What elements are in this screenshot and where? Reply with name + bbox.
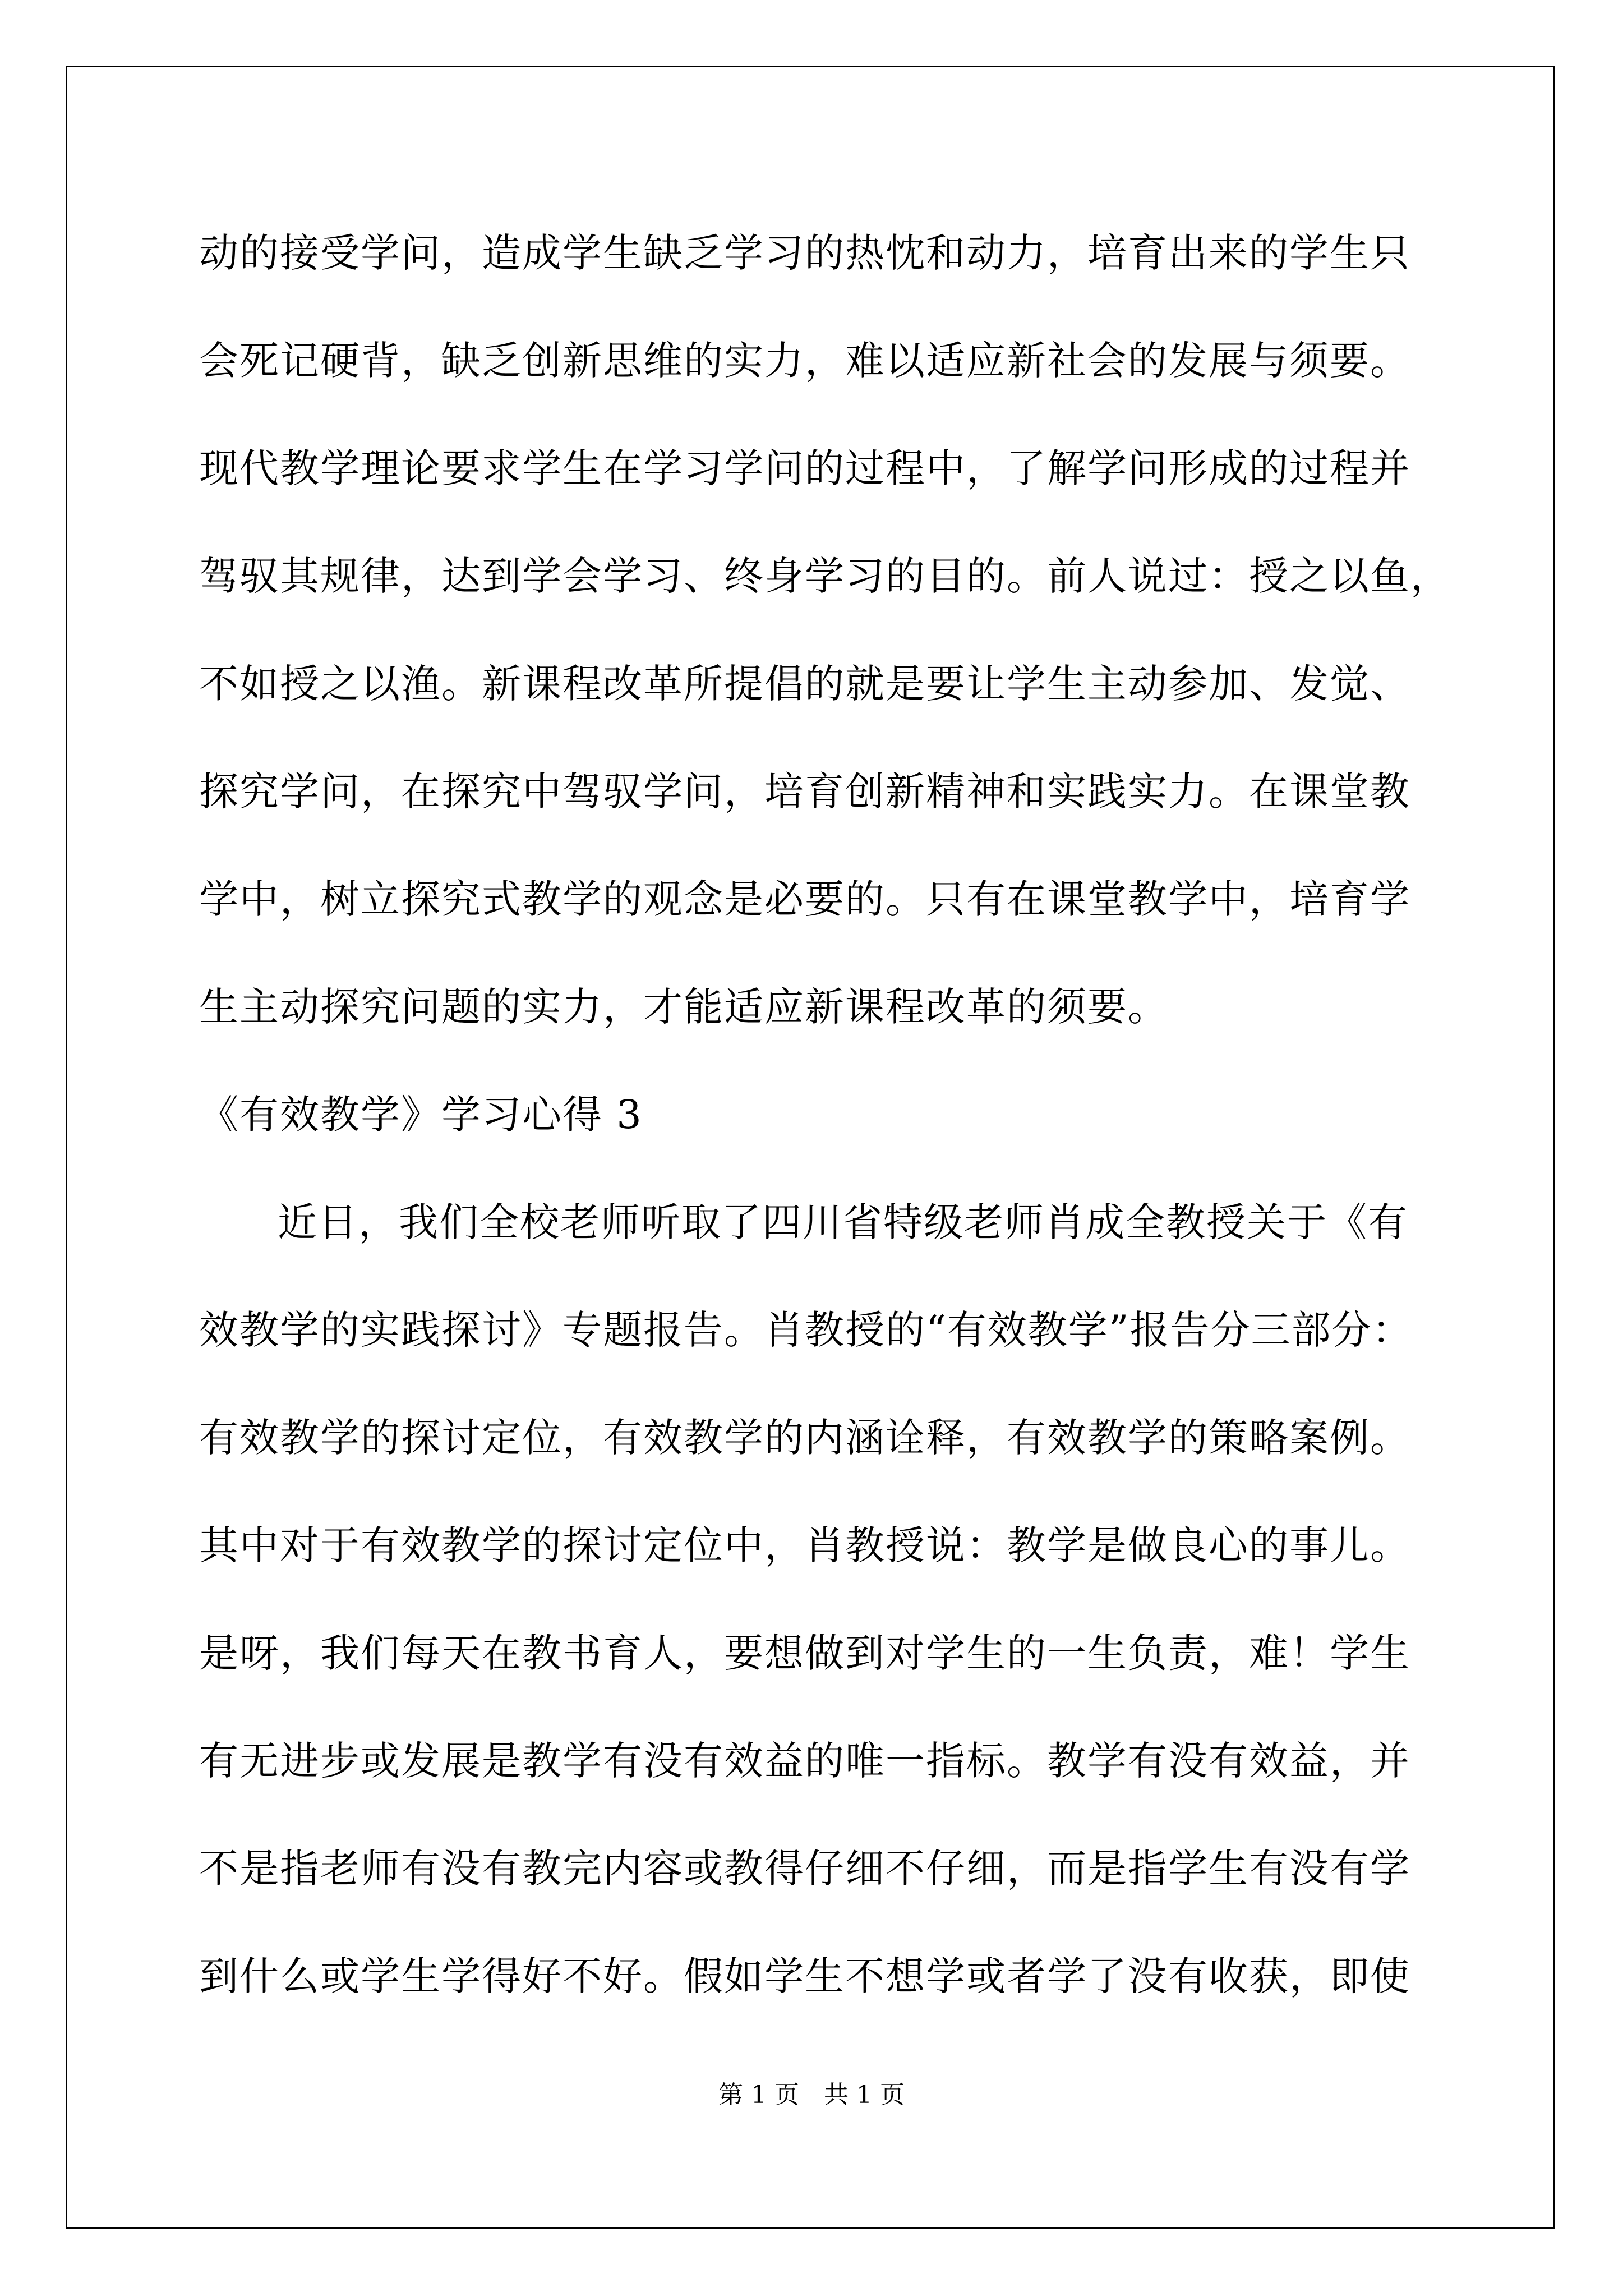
text-line: 有效教学的探讨定位，有效教学的内涵诠释，有效教学的策略案例。 bbox=[199, 1415, 1410, 1461]
text-line: 有无进步或发展是教学有没有效益的唯一指标。教学有没有效益，并 bbox=[199, 1738, 1410, 1784]
text-line: 到什么或学生学得好不好。假如学生不想学或者学了没有收获，即使 bbox=[199, 1953, 1410, 1999]
section-heading: 《有效教学》学习心得 3 bbox=[199, 1092, 643, 1138]
text-line: 探究学问，在探究中驾驭学问，培育创新精神和实践实力。在课堂教 bbox=[199, 769, 1410, 815]
paragraph-first-line: 近日，我们全校老师听取了四川省特级老师肖成全教授关于《有 bbox=[278, 1199, 1408, 1245]
page-number-footer: 第 1 页 共 1 页 bbox=[718, 2081, 905, 2109]
text-line: 不是指老师有没有教完内容或教得仔细不仔细，而是指学生有没有学 bbox=[199, 1846, 1410, 1892]
text-line: 效教学的实践探讨》专题报告。肖教授的“有效教学”报告分三部分： bbox=[199, 1307, 1413, 1353]
document-body bbox=[199, 199, 1451, 2030]
text-line: 动的接受学问，造成学生缺乏学习的热忱和动力，培育出来的学生只 bbox=[199, 230, 1410, 276]
text-line: 驾驭其规律，达到学会学习、终身学习的目的。前人说过：授之以鱼， bbox=[199, 553, 1451, 599]
text-line: 不如授之以渔。新课程改革所提倡的就是要让学生主动参加、发觉、 bbox=[199, 661, 1410, 707]
text-line: 是呀，我们每天在教书育人，要想做到对学生的一生负责，难！学生 bbox=[199, 1630, 1410, 1676]
text-line: 会死记硬背，缺乏创新思维的实力，难以适应新社会的发展与须要。 bbox=[199, 338, 1410, 384]
text-line: 学中，树立探究式教学的观念是必要的。只有在课堂教学中，培育学 bbox=[199, 876, 1410, 922]
text-line: 其中对于有效教学的探讨定位中，肖教授说：教学是做良心的事儿。 bbox=[199, 1522, 1410, 1568]
text-line: 生主动探究问题的实力，才能适应新课程改革的须要。 bbox=[199, 984, 1168, 1030]
text-line: 现代教学理论要求学生在学习学问的过程中，了解学问形成的过程并 bbox=[199, 445, 1410, 491]
